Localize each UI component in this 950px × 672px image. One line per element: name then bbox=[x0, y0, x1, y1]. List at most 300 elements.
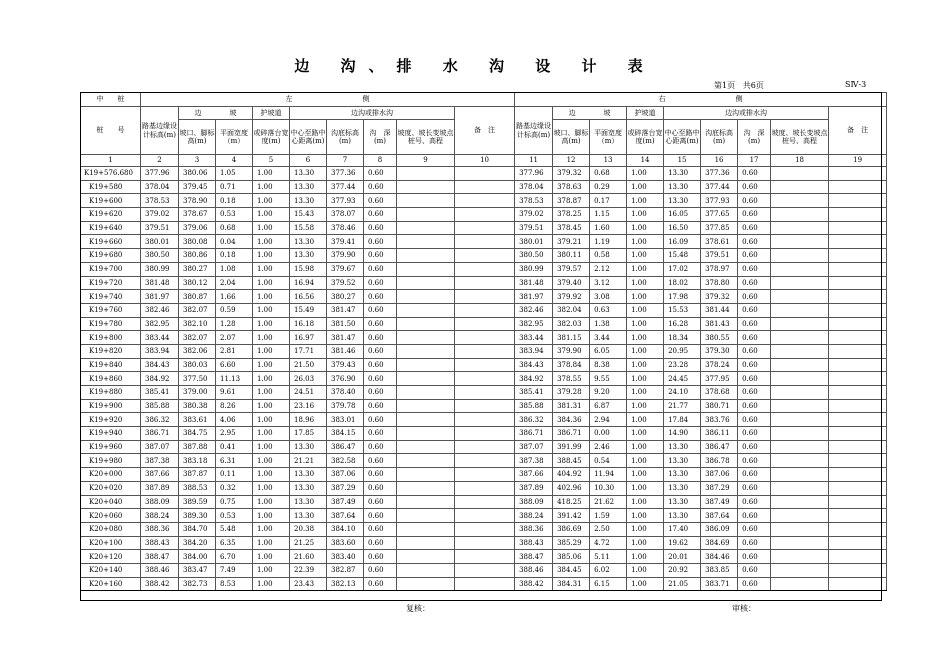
left-depth: 0.60 bbox=[364, 180, 397, 194]
left-grade-change bbox=[397, 290, 455, 304]
left-foot-elev: 382.07 bbox=[179, 331, 216, 345]
right-remark bbox=[829, 386, 887, 400]
left-center-dist: 18.96 bbox=[290, 413, 327, 427]
left-depth: 0.60 bbox=[364, 208, 397, 222]
right-remark bbox=[829, 180, 887, 194]
station-cell: K19+760 bbox=[81, 303, 141, 317]
left-remark bbox=[455, 372, 515, 386]
right-grade-change bbox=[771, 276, 829, 290]
left-berm-width: 1.00 bbox=[253, 481, 290, 495]
right-center-dist: 14.90 bbox=[664, 427, 701, 441]
table-row bbox=[81, 413, 887, 427]
right-remark bbox=[829, 399, 887, 413]
right-grade-change bbox=[771, 454, 829, 468]
right-berm-width: 1.00 bbox=[627, 468, 664, 482]
header-right-grade-change: 坡度、坡长变坡点桩号、高程 bbox=[771, 120, 829, 155]
column-number: 16 bbox=[701, 155, 738, 167]
column-number: 14 bbox=[627, 155, 664, 167]
left-grade-change bbox=[397, 358, 455, 372]
left-bottom-elev: 378.46 bbox=[327, 221, 364, 235]
right-depth: 0.60 bbox=[738, 180, 771, 194]
right-bottom-elev: 387.29 bbox=[701, 481, 738, 495]
right-grade-change bbox=[771, 235, 829, 249]
station-cell: K19+720 bbox=[81, 276, 141, 290]
left-grade-change bbox=[397, 440, 455, 454]
page-title: 边 沟、排 水 沟 设 计 表 bbox=[294, 57, 656, 75]
right-slope-width: 2.12 bbox=[590, 262, 627, 276]
right-center-dist: 16.50 bbox=[664, 221, 701, 235]
left-bottom-elev: 378.07 bbox=[327, 208, 364, 222]
right-depth: 0.60 bbox=[738, 550, 771, 564]
right-bottom-elev: 378.80 bbox=[701, 276, 738, 290]
left-bottom-elev: 379.78 bbox=[327, 399, 364, 413]
design-table bbox=[80, 92, 887, 591]
right-grade-change bbox=[771, 344, 829, 358]
column-number: 10 bbox=[455, 155, 515, 167]
right-foot-elev: 386.69 bbox=[553, 522, 590, 536]
right-berm-width: 1.00 bbox=[627, 386, 664, 400]
left-center-dist: 22.39 bbox=[290, 563, 327, 577]
left-slope-width: 1.28 bbox=[216, 317, 253, 331]
left-grade-change bbox=[397, 427, 455, 441]
right-center-dist: 13.30 bbox=[664, 440, 701, 454]
left-center-dist: 16.94 bbox=[290, 276, 327, 290]
right-bottom-elev: 378.61 bbox=[701, 235, 738, 249]
right-remark bbox=[829, 358, 887, 372]
right-center-dist: 18.02 bbox=[664, 276, 701, 290]
left-berm-width: 1.00 bbox=[253, 522, 290, 536]
station-cell: K19+820 bbox=[81, 344, 141, 358]
left-slope-width: 4.06 bbox=[216, 413, 253, 427]
left-depth: 0.60 bbox=[364, 194, 397, 208]
right-bottom-elev: 379.51 bbox=[701, 249, 738, 263]
station-cell: K20+160 bbox=[81, 577, 141, 591]
right-foot-elev: 384.36 bbox=[553, 413, 590, 427]
left-remark bbox=[455, 208, 515, 222]
right-slope-width: 2.94 bbox=[590, 413, 627, 427]
right-bottom-elev: 384.46 bbox=[701, 550, 738, 564]
right-grade-change bbox=[771, 386, 829, 400]
left-remark bbox=[455, 249, 515, 263]
right-remark bbox=[829, 317, 887, 331]
left-foot-elev: 377.50 bbox=[179, 372, 216, 386]
right-center-dist: 16.09 bbox=[664, 235, 701, 249]
column-number: 1 bbox=[81, 155, 141, 167]
right-depth: 0.60 bbox=[738, 372, 771, 386]
station-cell: K20+020 bbox=[81, 481, 141, 495]
right-bottom-elev: 386.78 bbox=[701, 454, 738, 468]
left-slope-width: 8.53 bbox=[216, 577, 253, 591]
right-berm-width: 1.00 bbox=[627, 536, 664, 550]
right-remark bbox=[829, 454, 887, 468]
left-berm-width: 1.00 bbox=[253, 413, 290, 427]
right-grade-change bbox=[771, 317, 829, 331]
table-row bbox=[81, 454, 887, 468]
left-center-dist: 13.30 bbox=[290, 235, 327, 249]
right-berm-width: 1.00 bbox=[627, 372, 664, 386]
right-slope-width: 6.02 bbox=[590, 563, 627, 577]
right-berm-width: 1.00 bbox=[627, 550, 664, 564]
left-edge-elev: 378.53 bbox=[141, 194, 179, 208]
left-edge-elev: 383.94 bbox=[141, 344, 179, 358]
station-cell: K19+960 bbox=[81, 440, 141, 454]
right-center-dist: 18.34 bbox=[664, 331, 701, 345]
right-slope-width: 4.72 bbox=[590, 536, 627, 550]
header-station: 桩 号 bbox=[81, 107, 141, 155]
left-depth: 0.60 bbox=[364, 303, 397, 317]
column-number: 3 bbox=[179, 155, 216, 167]
right-berm-width: 1.00 bbox=[627, 344, 664, 358]
left-foot-elev: 382.10 bbox=[179, 317, 216, 331]
right-remark bbox=[829, 550, 887, 564]
left-slope-width: 2.81 bbox=[216, 344, 253, 358]
right-grade-change bbox=[771, 536, 829, 550]
left-grade-change bbox=[397, 235, 455, 249]
right-edge-elev: 381.97 bbox=[515, 290, 553, 304]
table-body bbox=[81, 167, 887, 591]
left-foot-elev: 384.75 bbox=[179, 427, 216, 441]
left-edge-elev: 385.88 bbox=[141, 399, 179, 413]
left-berm-width: 1.00 bbox=[253, 344, 290, 358]
right-foot-elev: 379.92 bbox=[553, 290, 590, 304]
right-grade-change bbox=[771, 481, 829, 495]
left-remark bbox=[455, 180, 515, 194]
right-center-dist: 20.92 bbox=[664, 563, 701, 577]
right-berm-width: 1.00 bbox=[627, 413, 664, 427]
station-cell: K20+080 bbox=[81, 522, 141, 536]
right-depth: 0.60 bbox=[738, 317, 771, 331]
right-edge-elev: 382.95 bbox=[515, 317, 553, 331]
right-foot-elev: 379.90 bbox=[553, 344, 590, 358]
left-grade-change bbox=[397, 386, 455, 400]
station-cell: K19+980 bbox=[81, 454, 141, 468]
left-depth: 0.60 bbox=[364, 509, 397, 523]
table-row bbox=[81, 440, 887, 454]
right-grade-change bbox=[771, 180, 829, 194]
left-depth: 0.60 bbox=[364, 468, 397, 482]
right-depth: 0.60 bbox=[738, 221, 771, 235]
left-depth: 0.60 bbox=[364, 331, 397, 345]
right-foot-elev: 381.31 bbox=[553, 399, 590, 413]
right-edge-elev: 385.88 bbox=[515, 399, 553, 413]
right-bottom-elev: 377.93 bbox=[701, 194, 738, 208]
right-berm-width: 1.00 bbox=[627, 577, 664, 591]
left-grade-change bbox=[397, 372, 455, 386]
right-edge-elev: 386.32 bbox=[515, 413, 553, 427]
right-berm-width: 1.00 bbox=[627, 249, 664, 263]
left-remark bbox=[455, 276, 515, 290]
right-edge-elev: 387.66 bbox=[515, 468, 553, 482]
right-center-dist: 20.95 bbox=[664, 344, 701, 358]
right-foot-elev: 386.71 bbox=[553, 427, 590, 441]
right-foot-elev: 418.25 bbox=[553, 495, 590, 509]
right-grade-change bbox=[771, 358, 829, 372]
left-depth: 0.60 bbox=[364, 358, 397, 372]
left-depth: 0.60 bbox=[364, 481, 397, 495]
left-berm-width: 1.00 bbox=[253, 331, 290, 345]
right-foot-elev: 379.21 bbox=[553, 235, 590, 249]
header-right-remark: 备 注 bbox=[829, 107, 887, 155]
left-foot-elev: 380.27 bbox=[179, 262, 216, 276]
right-edge-elev: 384.43 bbox=[515, 358, 553, 372]
right-berm-width: 1.00 bbox=[627, 235, 664, 249]
right-depth: 0.60 bbox=[738, 427, 771, 441]
column-number: 12 bbox=[553, 155, 590, 167]
station-cell: K19+600 bbox=[81, 194, 141, 208]
right-slope-width: 3.44 bbox=[590, 331, 627, 345]
left-edge-elev: 378.04 bbox=[141, 180, 179, 194]
left-berm-width: 1.00 bbox=[253, 262, 290, 276]
left-depth: 0.60 bbox=[364, 454, 397, 468]
right-edge-elev: 388.42 bbox=[515, 577, 553, 591]
right-center-dist: 13.30 bbox=[664, 454, 701, 468]
page-number: 第1页 bbox=[714, 81, 736, 90]
right-foot-elev: 378.84 bbox=[553, 358, 590, 372]
right-remark bbox=[829, 495, 887, 509]
left-foot-elev: 379.00 bbox=[179, 386, 216, 400]
right-depth: 0.60 bbox=[738, 235, 771, 249]
header-left-foot-elev: 坡口、脚标高(m) bbox=[179, 120, 216, 155]
table-row bbox=[81, 331, 887, 345]
right-edge-elev: 382.46 bbox=[515, 303, 553, 317]
right-bottom-elev: 381.44 bbox=[701, 303, 738, 317]
left-foot-elev: 379.45 bbox=[179, 180, 216, 194]
right-foot-elev: 381.15 bbox=[553, 331, 590, 345]
station-cell: K19+940 bbox=[81, 427, 141, 441]
left-foot-elev: 382.07 bbox=[179, 303, 216, 317]
right-grade-change bbox=[771, 221, 829, 235]
right-foot-elev: 378.25 bbox=[553, 208, 590, 222]
table-row bbox=[81, 221, 887, 235]
left-slope-width: 0.68 bbox=[216, 221, 253, 235]
right-berm-width: 1.00 bbox=[627, 208, 664, 222]
table-row bbox=[81, 317, 887, 331]
column-number: 13 bbox=[590, 155, 627, 167]
left-berm-width: 1.00 bbox=[253, 468, 290, 482]
right-slope-width: 3.12 bbox=[590, 276, 627, 290]
left-berm-width: 1.00 bbox=[253, 317, 290, 331]
left-depth: 0.60 bbox=[364, 167, 397, 181]
right-center-dist: 13.30 bbox=[664, 509, 701, 523]
right-slope-width: 0.54 bbox=[590, 454, 627, 468]
station-cell: K19+620 bbox=[81, 208, 141, 222]
left-depth: 0.60 bbox=[364, 235, 397, 249]
left-bottom-elev: 387.49 bbox=[327, 495, 364, 509]
left-center-dist: 21.50 bbox=[290, 358, 327, 372]
table-row bbox=[81, 495, 887, 509]
left-foot-elev: 384.70 bbox=[179, 522, 216, 536]
left-grade-change bbox=[397, 522, 455, 536]
right-bottom-elev: 377.65 bbox=[701, 208, 738, 222]
right-center-dist: 17.02 bbox=[664, 262, 701, 276]
station-cell: K19+840 bbox=[81, 358, 141, 372]
right-grade-change bbox=[771, 522, 829, 536]
right-bottom-elev: 379.30 bbox=[701, 344, 738, 358]
right-depth: 0.60 bbox=[738, 495, 771, 509]
station-cell: K19+576.680 bbox=[81, 167, 141, 181]
left-bottom-elev: 381.50 bbox=[327, 317, 364, 331]
table-row bbox=[81, 180, 887, 194]
left-foot-elev: 378.90 bbox=[179, 194, 216, 208]
left-remark bbox=[455, 577, 515, 591]
right-depth: 0.60 bbox=[738, 194, 771, 208]
left-berm-width: 1.00 bbox=[253, 208, 290, 222]
right-edge-elev: 379.51 bbox=[515, 221, 553, 235]
right-depth: 0.60 bbox=[738, 454, 771, 468]
right-bottom-elev: 378.97 bbox=[701, 262, 738, 276]
table-row bbox=[81, 290, 887, 304]
right-depth: 0.60 bbox=[738, 262, 771, 276]
left-slope-width: 1.05 bbox=[216, 167, 253, 181]
right-foot-elev: 388.45 bbox=[553, 454, 590, 468]
header-right-slope-width: 平面宽度（m） bbox=[590, 120, 627, 155]
right-bottom-elev: 386.11 bbox=[701, 427, 738, 441]
right-berm-width: 1.00 bbox=[627, 427, 664, 441]
left-remark bbox=[455, 413, 515, 427]
left-slope-width: 0.18 bbox=[216, 249, 253, 263]
header-right-depth: 沟 深(m) bbox=[738, 120, 771, 155]
station-cell: K19+860 bbox=[81, 372, 141, 386]
right-slope-width: 8.38 bbox=[590, 358, 627, 372]
right-slope-width: 0.00 bbox=[590, 427, 627, 441]
right-slope-width: 0.17 bbox=[590, 194, 627, 208]
left-depth: 0.60 bbox=[364, 413, 397, 427]
right-grade-change bbox=[771, 303, 829, 317]
left-bottom-elev: 387.64 bbox=[327, 509, 364, 523]
right-bottom-elev: 379.32 bbox=[701, 290, 738, 304]
right-remark bbox=[829, 194, 887, 208]
right-center-dist: 20.01 bbox=[664, 550, 701, 564]
left-grade-change bbox=[397, 481, 455, 495]
right-berm-width: 1.00 bbox=[627, 262, 664, 276]
left-berm-width: 1.00 bbox=[253, 399, 290, 413]
right-center-dist: 24.10 bbox=[664, 386, 701, 400]
right-bottom-elev: 380.71 bbox=[701, 399, 738, 413]
left-slope-width: 0.32 bbox=[216, 481, 253, 495]
left-center-dist: 16.56 bbox=[290, 290, 327, 304]
left-foot-elev: 383.47 bbox=[179, 563, 216, 577]
left-berm-width: 1.00 bbox=[253, 386, 290, 400]
table-code: SⅣ-3 bbox=[845, 80, 867, 89]
left-remark bbox=[455, 536, 515, 550]
right-bottom-elev: 380.55 bbox=[701, 331, 738, 345]
right-depth: 0.60 bbox=[738, 358, 771, 372]
right-grade-change bbox=[771, 372, 829, 386]
right-edge-elev: 380.99 bbox=[515, 262, 553, 276]
left-berm-width: 1.00 bbox=[253, 276, 290, 290]
right-foot-elev: 378.55 bbox=[553, 372, 590, 386]
right-center-dist: 17.84 bbox=[664, 413, 701, 427]
left-slope-width: 2.95 bbox=[216, 427, 253, 441]
header-left-ditch: 边沟或排水沟 bbox=[290, 107, 455, 120]
left-bottom-elev: 387.06 bbox=[327, 468, 364, 482]
header-left-center-dist: 中心至路中心距离(m) bbox=[290, 120, 327, 155]
left-bottom-elev: 378.40 bbox=[327, 386, 364, 400]
left-edge-elev: 381.97 bbox=[141, 290, 179, 304]
left-edge-elev: 386.32 bbox=[141, 413, 179, 427]
right-center-dist: 15.48 bbox=[664, 249, 701, 263]
left-foot-elev: 380.12 bbox=[179, 276, 216, 290]
right-remark bbox=[829, 427, 887, 441]
left-foot-elev: 380.87 bbox=[179, 290, 216, 304]
left-foot-elev: 388.53 bbox=[179, 481, 216, 495]
left-grade-change bbox=[397, 276, 455, 290]
left-center-dist: 26.03 bbox=[290, 372, 327, 386]
table-row bbox=[81, 481, 887, 495]
header-left-bottom-elev: 沟底标高(m) bbox=[327, 120, 364, 155]
header-station-group: 中 桩 bbox=[81, 93, 141, 107]
right-remark bbox=[829, 536, 887, 550]
left-foot-elev: 389.30 bbox=[179, 509, 216, 523]
right-berm-width: 1.00 bbox=[627, 454, 664, 468]
right-berm-width: 1.00 bbox=[627, 440, 664, 454]
left-berm-width: 1.00 bbox=[253, 550, 290, 564]
right-center-dist: 17.40 bbox=[664, 522, 701, 536]
left-depth: 0.60 bbox=[364, 577, 397, 591]
left-depth: 0.60 bbox=[364, 386, 397, 400]
left-edge-elev: 388.09 bbox=[141, 495, 179, 509]
right-bottom-elev: 377.36 bbox=[701, 167, 738, 181]
left-bottom-elev: 379.52 bbox=[327, 276, 364, 290]
left-edge-elev: 388.43 bbox=[141, 536, 179, 550]
table-row bbox=[81, 303, 887, 317]
station-cell: K19+900 bbox=[81, 399, 141, 413]
left-berm-width: 1.00 bbox=[253, 440, 290, 454]
left-grade-change bbox=[397, 331, 455, 345]
right-foot-elev: 378.63 bbox=[553, 180, 590, 194]
header-right-bottom-elev: 沟底标高(m) bbox=[701, 120, 738, 155]
right-slope-width: 21.62 bbox=[590, 495, 627, 509]
left-grade-change bbox=[397, 249, 455, 263]
right-depth: 0.60 bbox=[738, 536, 771, 550]
right-remark bbox=[829, 208, 887, 222]
left-edge-elev: 379.51 bbox=[141, 221, 179, 235]
right-bottom-elev: 386.09 bbox=[701, 522, 738, 536]
left-remark bbox=[455, 358, 515, 372]
left-center-dist: 13.30 bbox=[290, 468, 327, 482]
left-depth: 0.60 bbox=[364, 317, 397, 331]
left-depth: 0.60 bbox=[364, 221, 397, 235]
left-center-dist: 13.30 bbox=[290, 509, 327, 523]
left-berm-width: 1.00 bbox=[253, 221, 290, 235]
left-grade-change bbox=[397, 468, 455, 482]
right-grade-change bbox=[771, 167, 829, 181]
left-slope-width: 0.41 bbox=[216, 440, 253, 454]
left-remark bbox=[455, 221, 515, 235]
right-grade-change bbox=[771, 290, 829, 304]
right-edge-elev: 388.36 bbox=[515, 522, 553, 536]
left-edge-elev: 386.71 bbox=[141, 427, 179, 441]
right-foot-elev: 379.28 bbox=[553, 386, 590, 400]
right-slope-width: 1.60 bbox=[590, 221, 627, 235]
left-depth: 0.60 bbox=[364, 372, 397, 386]
right-edge-elev: 379.02 bbox=[515, 208, 553, 222]
station-cell: K19+660 bbox=[81, 235, 141, 249]
left-grade-change bbox=[397, 303, 455, 317]
left-remark bbox=[455, 427, 515, 441]
left-bottom-elev: 379.90 bbox=[327, 249, 364, 263]
left-center-dist: 23.43 bbox=[290, 577, 327, 591]
left-edge-elev: 381.48 bbox=[141, 276, 179, 290]
right-remark bbox=[829, 440, 887, 454]
station-cell: K20+040 bbox=[81, 495, 141, 509]
left-bottom-elev: 377.36 bbox=[327, 167, 364, 181]
right-bottom-elev: 381.43 bbox=[701, 317, 738, 331]
right-center-dist: 13.30 bbox=[664, 468, 701, 482]
left-depth: 0.60 bbox=[364, 440, 397, 454]
right-grade-change bbox=[771, 194, 829, 208]
left-remark bbox=[455, 481, 515, 495]
